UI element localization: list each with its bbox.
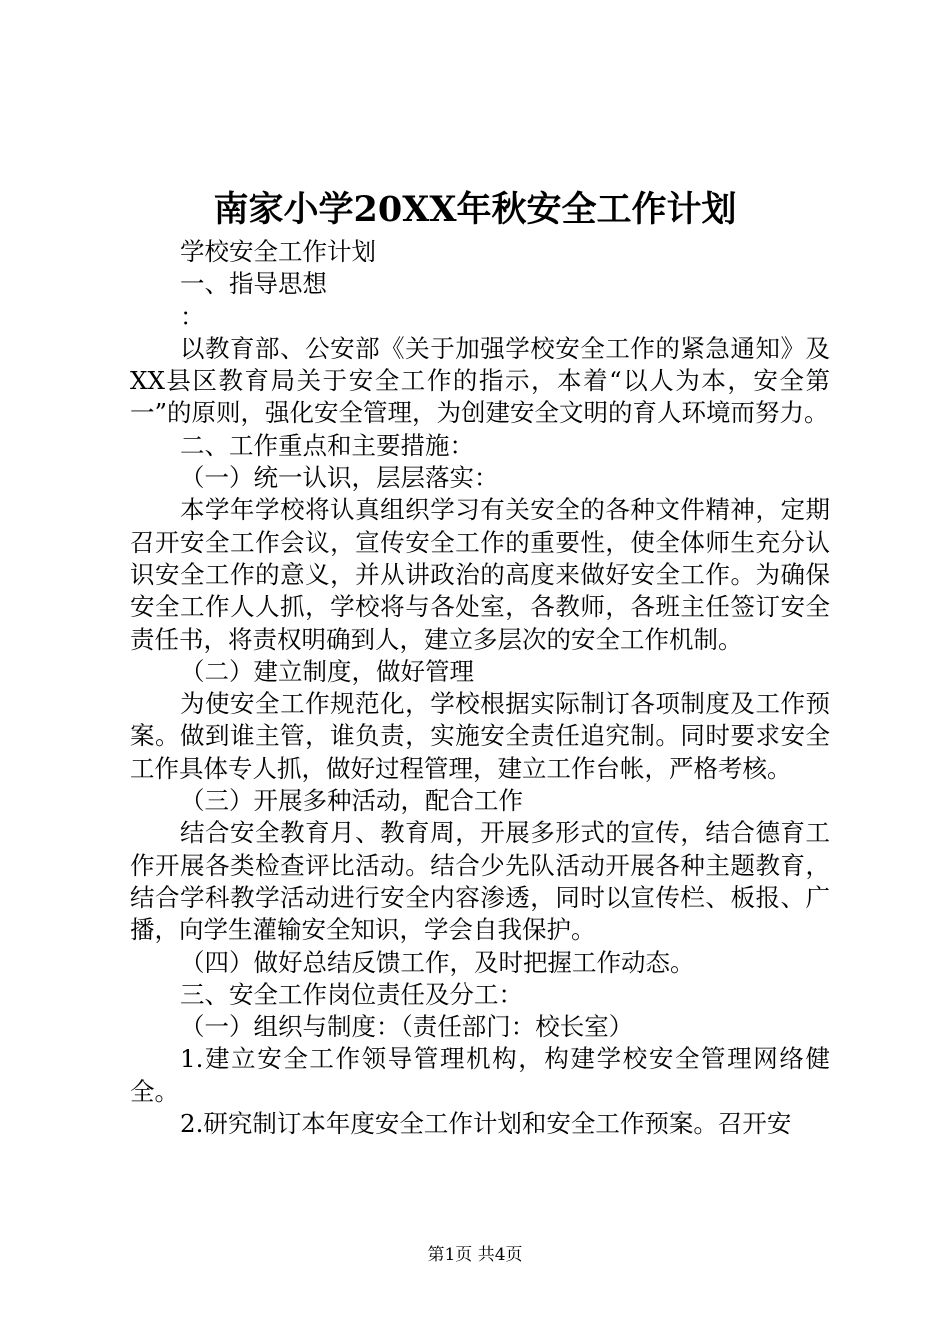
list-item: 2.研究制订本年度安全工作计划和安全工作预案。召开安 bbox=[180, 1109, 792, 1139]
document-title: 南家小学20XX年秋安全工作计划 bbox=[213, 189, 737, 230]
paragraph: 结合安全教育月、教育周，开展多形式的宣传，结合德育工作开展各类检查评比活动。结合少先队活动开展各种主题教育，结合学科教学活动进行安全内容渗透，同时以宣传栏、板报、广播，向学生灌输安全知识，学会自我保护。 bbox=[130, 818, 830, 945]
subsection-heading: （一）统一认识，层层落实： bbox=[180, 463, 499, 493]
paragraph: 为使安全工作规范化，学校根据实际制订各项制度及工作预案。做到谁主管，谁负责，实施安全责任追究制。同时要求安全工作具体专人抓，做好过程管理，建立工作台帐，严格考核。 bbox=[130, 689, 830, 783]
section-heading: 一、指导思想 bbox=[180, 269, 327, 299]
subsection-heading: （二）建立制度，做好管理 bbox=[180, 656, 474, 686]
paragraph: 学校安全工作计划 bbox=[180, 237, 376, 266]
subsection-heading: （一）组织与制度：（责任部门：校长室） bbox=[180, 1012, 634, 1042]
section-heading: 二、工作重点和主要措施： bbox=[180, 430, 474, 460]
subsection-heading: （三）开展多种活动，配合工作 bbox=[180, 786, 523, 816]
paragraph: ： bbox=[180, 301, 205, 331]
document-body bbox=[130, 236, 830, 1140]
section-heading: 三、安全工作岗位责任及分工： bbox=[180, 979, 523, 1009]
subsection-heading: （四）做好总结反馈工作，及时把握工作动态。 bbox=[180, 947, 695, 977]
page-footer: 第1页 共4页 bbox=[427, 1245, 523, 1265]
paragraph: 以教育部、公安部《关于加强学校安全工作的紧急通知》及XX县区教育局关于安全工作的指示，本着“以人为本，安全第一”的原则，强化安全管理，为创建安全文明的育人环境而努力。 bbox=[130, 333, 830, 428]
paragraph: 本学年学校将认真组织学习有关安全的各种文件精神，定期召开安全工作会议，宣传安全工作的重要性，使全体师生充分认识安全工作的意义，并从讲政治的高度来做好安全工作。为确保安全工作人人抓，学校将与各处室，各教师，各班主任签订安全责任书，将责权明确到人，建立多层次的安全工作机制。 bbox=[130, 495, 830, 654]
list-item: 1.建立安全工作领导管理机构，构建学校安全管理网络健全。 bbox=[130, 1044, 830, 1106]
